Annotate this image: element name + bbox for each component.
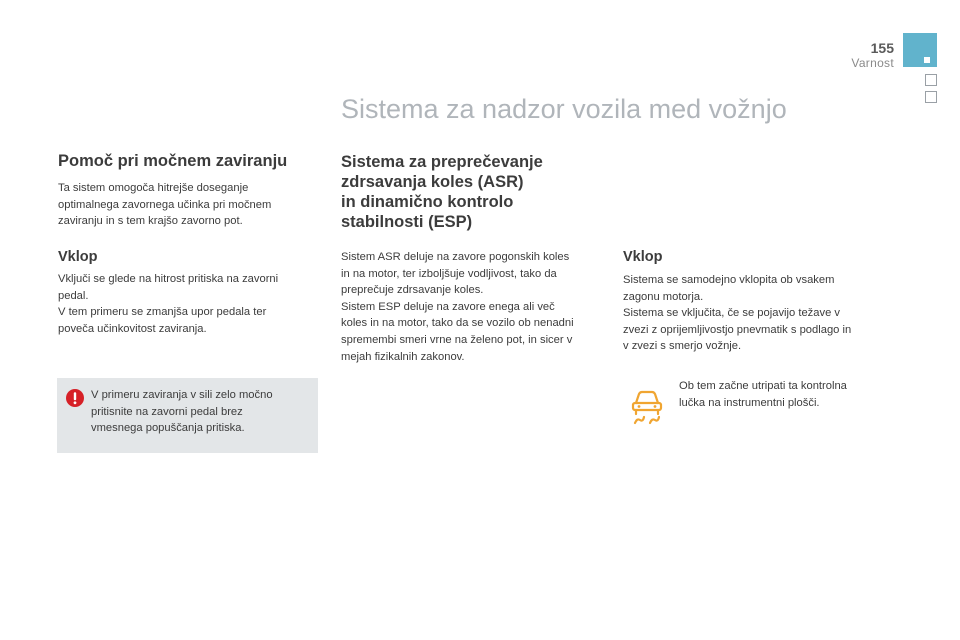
brake-assist-intro: Ta sistem omogoča hitrejše doseganje optimalnega zavornega učinka pri močnem zaviranju in s tem krajšo zavorno pot.	[58, 182, 272, 228]
page-title: Sistema za nadzor vozila med vožnjo	[341, 94, 787, 124]
section-tab[interactable]	[925, 91, 937, 103]
left-activation-heading: Vklop	[58, 249, 98, 265]
warning-text: V primeru zaviranja v sili zelo močno pritisnite na zavorni pedal brez vmesnega popuščanja pritiska.	[91, 389, 273, 435]
section-tab[interactable]	[925, 74, 937, 86]
page-number: 155	[870, 40, 894, 56]
skid-warning-lamp-icon	[629, 386, 665, 426]
section-label: Varnost	[851, 56, 894, 70]
asr-esp-heading: Sistema za preprečevanje zdrsavanja koles (ASR) in dinamično kontrolo stabilnosti (ESP)	[341, 153, 543, 231]
tab-marker-icon	[924, 57, 930, 63]
indicator-note: Ob tem začne utripati ta kontrolna lučka na instrumentni plošči.	[679, 380, 847, 409]
brake-assist-heading: Pomoč pri močnem zaviranju	[58, 152, 288, 170]
section-tab-active[interactable]	[903, 33, 937, 67]
right-activation-heading: Vklop	[623, 249, 663, 265]
asr-esp-body: Sistem ASR deluje na zavore pogonskih koles in na motor, ter izboljšuje vodljivost, tako da preprečuje zdrsavanje koles. Sistem ESP deluje na zavore enega ali več koles in na motor, tako da se vozilo ob nenadni spremembi smeri vrne na želeno pot, in sicer v mejah fizikalnih zakonov.	[341, 251, 574, 363]
warning-exclamation-icon	[66, 389, 84, 407]
left-activation-body: Vključi se glede na hitrost pritiska na zavorni pedal. V tem primeru se zmanjša upor pedala ter poveča učinkovitost zaviranja.	[58, 273, 279, 335]
right-activation-body: Sistema se samodejno vklopita ob vsakem zagonu motorja. Sistema se vključita, če se pojavijo težave v zvezi z oprijemljivostjo pnevmatik s podlago in v zvezi s smerjo vožnje.	[623, 274, 852, 353]
